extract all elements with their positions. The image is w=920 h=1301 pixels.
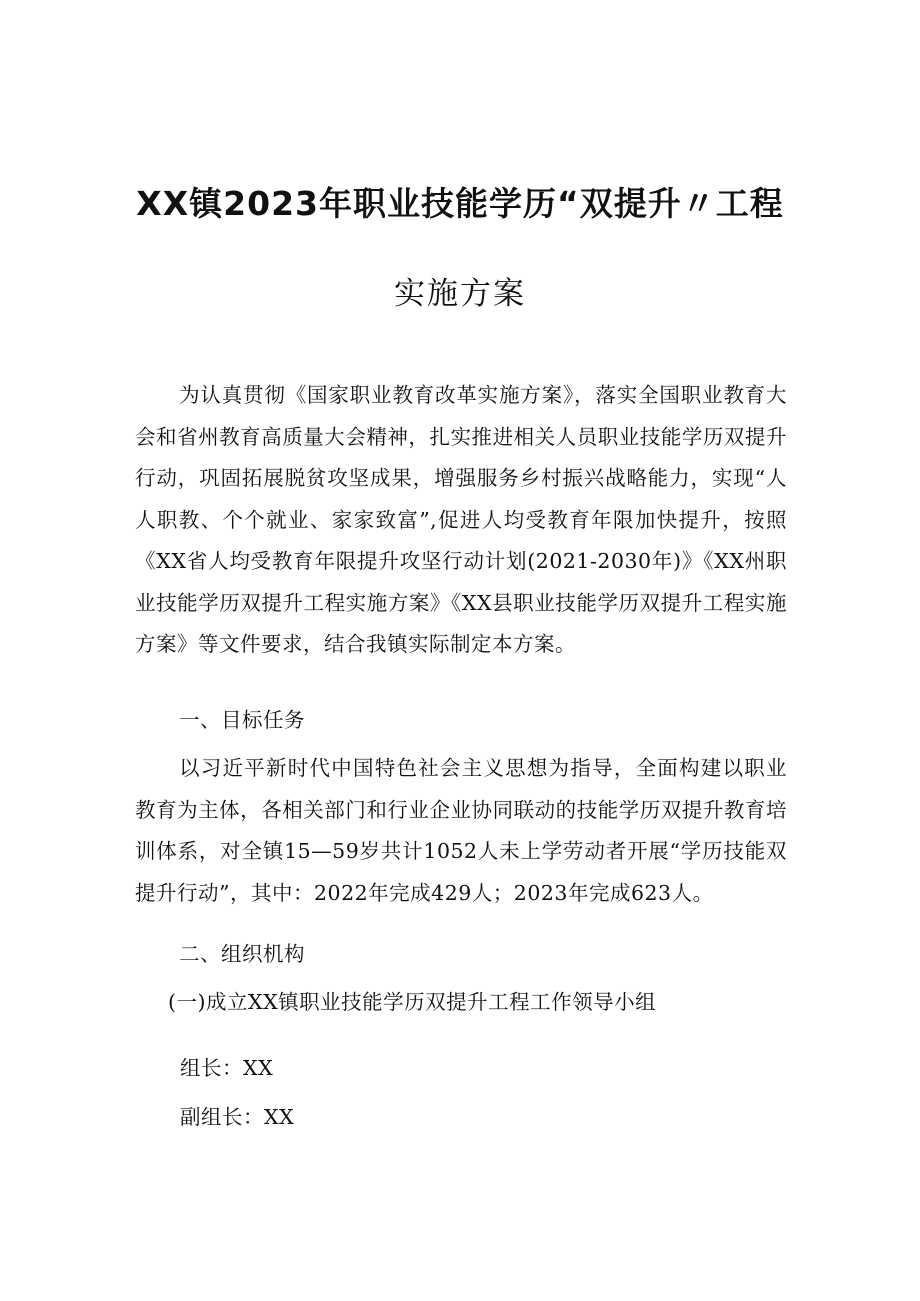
intro-paragraph: 为认真贯彻《国家职业教育改革实施方案》，落实全国职业教育大会和省州教育高质量大会精神，扎实推进相关人员职业技能学历双提升行动，巩固拓展脱贫攻坚成果，增强服务乡村振兴战略能力，实现“人人职教、个个就业、家家致富”,促进人均受教育年限加快提升，按照《XX省人均受教育年限提升攻坚行动计划(2021-2030年)》《XX州职业技能学历双提升工程实施方案》《XX县职业技能学历双提升工程实施方案》等文件要求，结合我镇实际制定本方案。 bbox=[135, 383, 787, 656]
document-title-line-2: 实施方案 bbox=[394, 276, 526, 312]
deputy-leader-line: 副组长：XX bbox=[180, 1105, 295, 1129]
section-1-paragraph: 以习近平新时代中国特色社会主义思想为指导，全面构建以职业教育为主体，各相关部门和行业企业协同联动的技能学历双提升教育培训体系，对全镇15—59岁共计1052人未上学劳动者开展“学历技能双提升行动”，其中：2022年完成429人；2023年完成623人。 bbox=[135, 756, 787, 905]
group-leader-line: 组长：XX bbox=[180, 1056, 274, 1080]
section-2-subheading: (一)成立XX镇职业技能学历双提升工程工作领导小组 bbox=[168, 990, 657, 1014]
section-1-heading: 一、目标任务 bbox=[179, 708, 306, 732]
section-2-heading: 二、组织机构 bbox=[179, 942, 306, 966]
document-title-line-1: XX镇2023年职业技能学历“双提升〃工程 bbox=[136, 184, 784, 223]
